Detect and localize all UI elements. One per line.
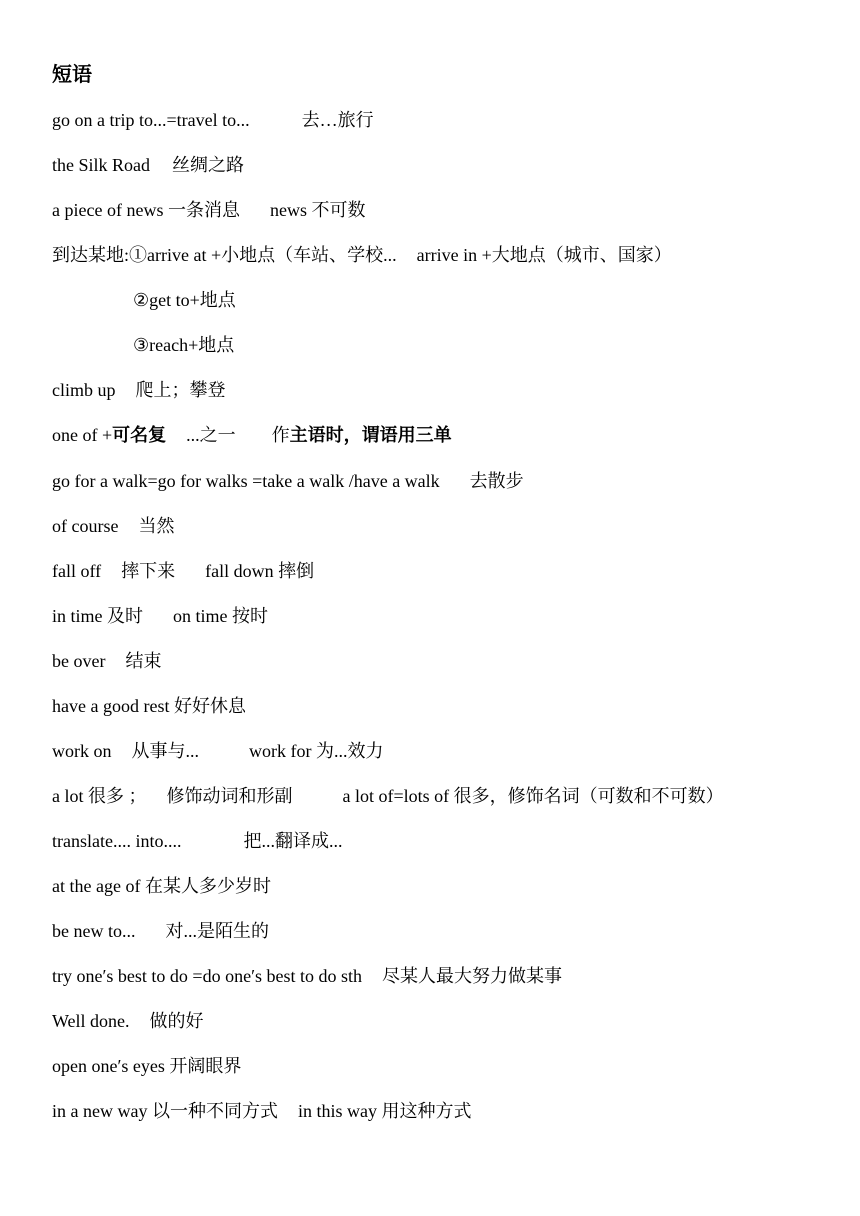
phrase-meaning: 尽某人最大努力做某事: [382, 966, 563, 986]
phrase-text: a piece of news 一条消息: [52, 200, 240, 220]
phrase-meaning: news 不可数: [269, 200, 366, 220]
phrase-text: 到达某地:①arrive at +小地点（车站、学校...: [52, 245, 397, 265]
phrase-meaning-bold: 主语时，谓语用三单: [289, 425, 452, 445]
phrase-text: work for 为...效力: [249, 741, 384, 761]
phrase-line: [52, 784, 724, 808]
phrase-meaning: 把...翻译成...: [243, 831, 343, 851]
phrase-text: fall off: [52, 561, 102, 581]
phrase-line: [52, 108, 374, 132]
phrase-line: [52, 514, 174, 538]
phrase-line: [52, 1054, 241, 1078]
phrase-text: of course: [52, 516, 119, 536]
phrase-text: in a new way 以一种不同方式: [52, 1101, 278, 1121]
phrase-text: in this way 用这种方式: [297, 1101, 472, 1121]
phrase-text: go for a walk=go for walks =take a walk /have a walk: [52, 471, 440, 491]
phrase-line: [52, 874, 271, 898]
phrase-meaning: 去…旅行: [301, 110, 374, 130]
phrase-text: on time 按时: [173, 606, 268, 626]
phrase-line: [52, 694, 246, 718]
phrase-text: Well done.: [52, 1011, 130, 1031]
phrase-meaning: 结束: [125, 651, 162, 671]
phrase-meaning: 从事与...: [131, 741, 199, 761]
phrase-line: [52, 829, 342, 853]
phrase-meaning: arrive in +大地点（城市、国家）: [416, 245, 672, 265]
phrase-text: ②get to+地点: [133, 290, 236, 310]
phrase-text: have a good rest 好好休息: [52, 696, 246, 716]
phrase-text: be new to...: [52, 921, 136, 941]
phrase-meaning: 对...是陌生的: [165, 921, 269, 941]
phrase-line: [52, 604, 268, 628]
phrase-text: go on a trip to...=travel to...: [52, 110, 250, 130]
phrase-text: be over: [52, 651, 106, 671]
phrase-text: the Silk Road: [52, 155, 150, 175]
phrase-meaning: 作: [271, 425, 290, 445]
phrase-text-bold: 可名复: [112, 425, 167, 445]
phrase-text: ③reach+地点: [133, 335, 235, 355]
phrase-line: [52, 1009, 204, 1033]
phrase-text: translate.... into....: [52, 831, 182, 851]
phrase-line: [52, 919, 269, 943]
phrase-text: work on: [52, 741, 112, 761]
phrase-text: a lot of=lots of 很多，修饰名词（可数和不可数）: [342, 786, 724, 806]
phrase-line: [52, 198, 365, 222]
phrase-line: [133, 333, 234, 357]
phrase-meaning: 当然: [138, 516, 175, 536]
phrase-text: fall down 摔倒: [205, 561, 315, 581]
phrase-meaning: 爬上；攀登: [135, 380, 226, 400]
phrase-line: [52, 243, 672, 267]
phrase-text: at the age of 在某人多少岁时: [52, 876, 271, 896]
phrase-line: [52, 1099, 471, 1123]
phrase-meaning: ...之一: [186, 425, 236, 445]
phrase-line: [52, 378, 226, 402]
phrase-line: [52, 964, 562, 988]
phrase-line: [52, 559, 314, 583]
phrase-line: [52, 423, 452, 447]
phrase-meaning: 丝绸之路: [172, 155, 244, 175]
phrase-meaning: 修饰动词和形副: [166, 786, 293, 806]
phrase-text: one of +: [52, 425, 113, 445]
phrase-text: in time 及时: [52, 606, 143, 626]
phrase-text: a lot 很多 ；: [52, 786, 147, 806]
phrase-line: [52, 649, 161, 673]
phrase-meaning: 去散步: [469, 471, 524, 491]
phrase-text: climb up: [52, 380, 116, 400]
phrase-line: [133, 288, 236, 312]
phrase-text: try one′s best to do =do one′s best to do sth: [52, 966, 363, 986]
phrase-line: [52, 153, 244, 177]
phrase-line: [52, 739, 383, 763]
page-title: 短语: [52, 62, 92, 86]
phrase-line: [52, 469, 524, 493]
phrase-meaning: 做的好: [149, 1011, 204, 1031]
phrase-text: open one′s eyes 开阔眼界: [52, 1056, 242, 1076]
phrase-meaning: 摔下来: [121, 561, 176, 581]
